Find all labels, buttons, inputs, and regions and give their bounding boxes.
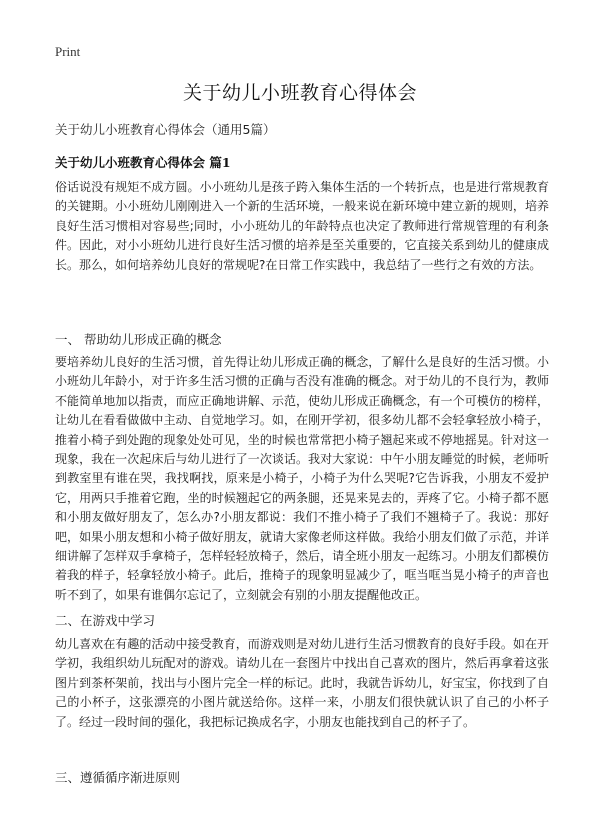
- section-paragraph-1: 要培养幼儿良好的生活习惯，首先得让幼儿形成正确的概念，了解什么是良好的生活习惯。小小班幼儿年龄小，对于许多生活习惯的正确与否没有准确的概念。对于幼儿的不良行为，教师不能简单地加以指责，而应正确地讲解、示范，使幼儿形成正确概念，有一个可模仿的榜样，让幼儿在看看做做中主动、自觉地学习。如，在刚开学初，很多幼儿都不会轻拿轻放小椅子，推着小椅子到处跑的现象处处可见，坐的时候也常常把小椅子翘起来或不停地摇晃。针对这一现象，我在一次起床后与幼儿进行了一次谈话。我对大家说：中午小朋友睡觉的时候，老师听到教室里有谁在哭，我找啊找，原来是小椅子，小椅子为什么哭呢?它告诉我，小朋友不爱护它，用两只手推着它跑，坐的时候翘起它的两条腿，还晃来晃去的，弄疼了它。小椅子都不愿和小朋友做好朋友了，怎么办?小朋友都说：我们不推小椅子了我们不翘椅子了。我说：那好吧，如果小朋友想和小椅子做好朋友，就请大家像老师这样做。我给小朋友们做了示范，并详细讲解了怎样双手拿椅子，怎样轻轻放椅子，然后，请全班小朋友一起练习。小朋友们都模仿着我的样子，轻拿轻放小椅子。此后，推椅子的现象明显减少了，哐当哐当晃小椅子的声音也听不到了，如果有谁偶尔忘记了，立刻就会有别的小朋友提醒他改正。: [55, 355, 549, 602]
- section-paragraph-2: 幼儿喜欢在有趣的活动中接受教育，而游戏则是对幼儿进行生活习惯教育的良好手段。如在开学初，我组织幼儿玩配对的游戏。请幼儿在一套图片中找出自己喜欢的图片，然后再拿着这张图片到茶杯架前，找出与小图片完全一样的标记。此时，我就告诉幼儿，好宝宝，你找到了自己的小杯子，这张漂亮的小图片就送给你。这样一来，小朋友们很快就认识了自己的小杯子了。经过一段时间的强化，我把标记换成名字，小朋友也能找到自己的杯子了。: [55, 637, 549, 729]
- chapter-title: 关于幼儿小班教育心得体会 篇1: [55, 155, 231, 170]
- section-heading-1: 一、 帮助幼儿形成正确的概念: [55, 332, 222, 347]
- intro-paragraph: 俗话说没有规矩不成方圆。小小班幼儿是孩子跨入集体生活的一个转折点，也是进行常规教育的关键期。小小班幼儿刚刚进入一个新的生活环境，一般来说在新环境中建立新的规则，培养良好生活习惯相对容易些;同时，小小班幼儿的年龄特点也决定了教师进行常规管理的有利条件。因此，对小小班幼儿进行良好生活习惯的培养是至关重要的，它直接关系到幼儿的健康成长。那么，如何培养幼儿良好的常规呢?在日常工作实践中，我总结了一些行之有效的方法。: [55, 180, 549, 272]
- page-title: 关于幼儿小班教育心得体会: [182, 82, 417, 104]
- print-label: Print: [55, 44, 81, 59]
- document-subtitle: 关于幼儿小班教育心得体会（通用5篇）: [55, 122, 276, 137]
- section-heading-3: 三、遵循循序渐进原则: [55, 770, 181, 785]
- section-heading-2: 二、在游戏中学习: [55, 613, 156, 628]
